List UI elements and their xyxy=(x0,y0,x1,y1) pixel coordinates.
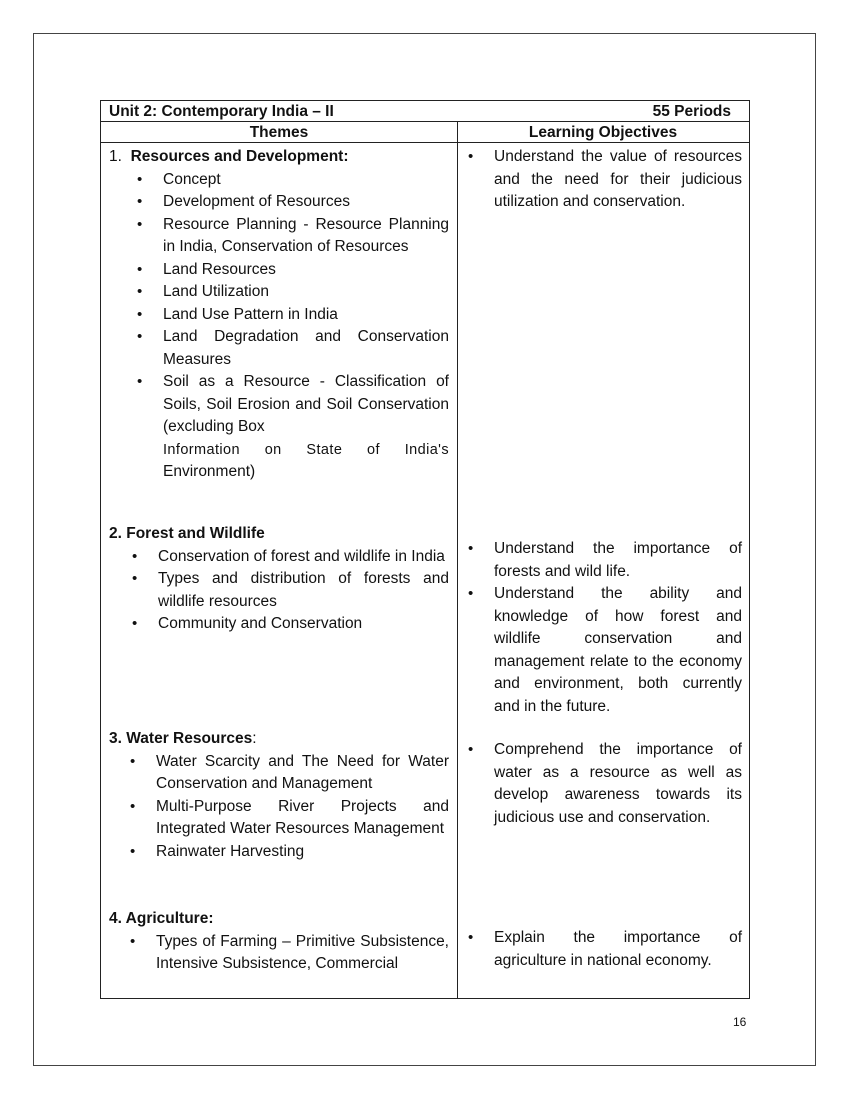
list-item: • Land Degradation and Conservation Measures xyxy=(163,326,449,371)
list-item: • Water Scarcity and The Need for Water Conservation and Management xyxy=(156,751,449,796)
list-item: • Concept xyxy=(163,169,449,192)
unit-header-row xyxy=(101,101,749,122)
list-item: • Types and distribution of forests and wildlife resources xyxy=(158,568,449,613)
theme-3-objectives xyxy=(494,739,744,829)
theme-2 xyxy=(109,523,449,636)
theme-4 xyxy=(109,908,449,976)
periods-count: 55 Periods xyxy=(652,103,731,120)
column-header-row xyxy=(101,122,749,143)
objective-item: • Comprehend the importance of water as a resource as well as develop awareness towards its judicious use and conservation. xyxy=(494,739,742,829)
objective-item: • Understand the importance of forests and wild life. xyxy=(494,538,742,583)
theme-1-title: 1. Resources and Development: xyxy=(109,148,349,165)
objective-item: • Understand the value of resources and the need for their judicious utilization and conservation. xyxy=(494,146,742,214)
theme-3-title: 3. Water Resources: xyxy=(109,730,257,747)
list-item: • Development of Resources xyxy=(163,191,449,214)
list-item: • Resource Planning - Resource Planning in India, Conservation of Resources xyxy=(163,214,449,259)
list-item: • Conservation of forest and wildlife in India xyxy=(158,546,449,569)
unit-title: Unit 2: Contemporary India – II xyxy=(109,103,334,120)
theme-2-title: 2. Forest and Wildlife xyxy=(109,525,265,542)
theme-4-list xyxy=(156,931,449,976)
list-item: • Community and Conservation xyxy=(158,613,449,636)
objective-item: • Explain the importance of agriculture in national economy. xyxy=(494,927,742,972)
theme-4-title: 4. Agriculture: xyxy=(109,910,214,927)
syllabus-table xyxy=(100,100,750,999)
theme-4-objectives xyxy=(494,927,744,972)
objectives-column-header: Learning Objectives xyxy=(528,124,678,141)
list-item: • Soil as a Resource - Classification of Soils, Soil Erosion and Soil Conservation (excluding Box Information on State of India's Environment) xyxy=(163,371,449,484)
themes-column-header: Themes xyxy=(249,124,309,141)
list-item: • Multi-Purpose River Projects and Integrated Water Resources Management xyxy=(156,796,449,841)
theme-3 xyxy=(109,728,449,863)
theme-2-objectives xyxy=(494,538,744,718)
objective-item: • Understand the ability and knowledge of how forest and wildlife conservation and management relate to the economy and environment, both currently and in the future. xyxy=(494,583,742,718)
list-item: • Land Utilization xyxy=(163,281,449,304)
theme-1-number: 1. xyxy=(109,148,122,165)
list-item: • Land Use Pattern in India xyxy=(163,304,449,327)
theme-2-list xyxy=(158,546,449,636)
theme-1-objectives xyxy=(494,146,744,214)
page-number: 16 xyxy=(733,1015,747,1029)
list-item: • Land Resources xyxy=(163,259,449,282)
list-item: • Types of Farming – Primitive Subsistence, Intensive Subsistence, Commercial xyxy=(156,931,449,976)
column-divider xyxy=(457,122,458,998)
theme-1 xyxy=(109,146,449,484)
list-item: • Rainwater Harvesting xyxy=(156,841,449,864)
theme-3-list xyxy=(156,751,449,864)
theme-1-list xyxy=(163,169,449,484)
